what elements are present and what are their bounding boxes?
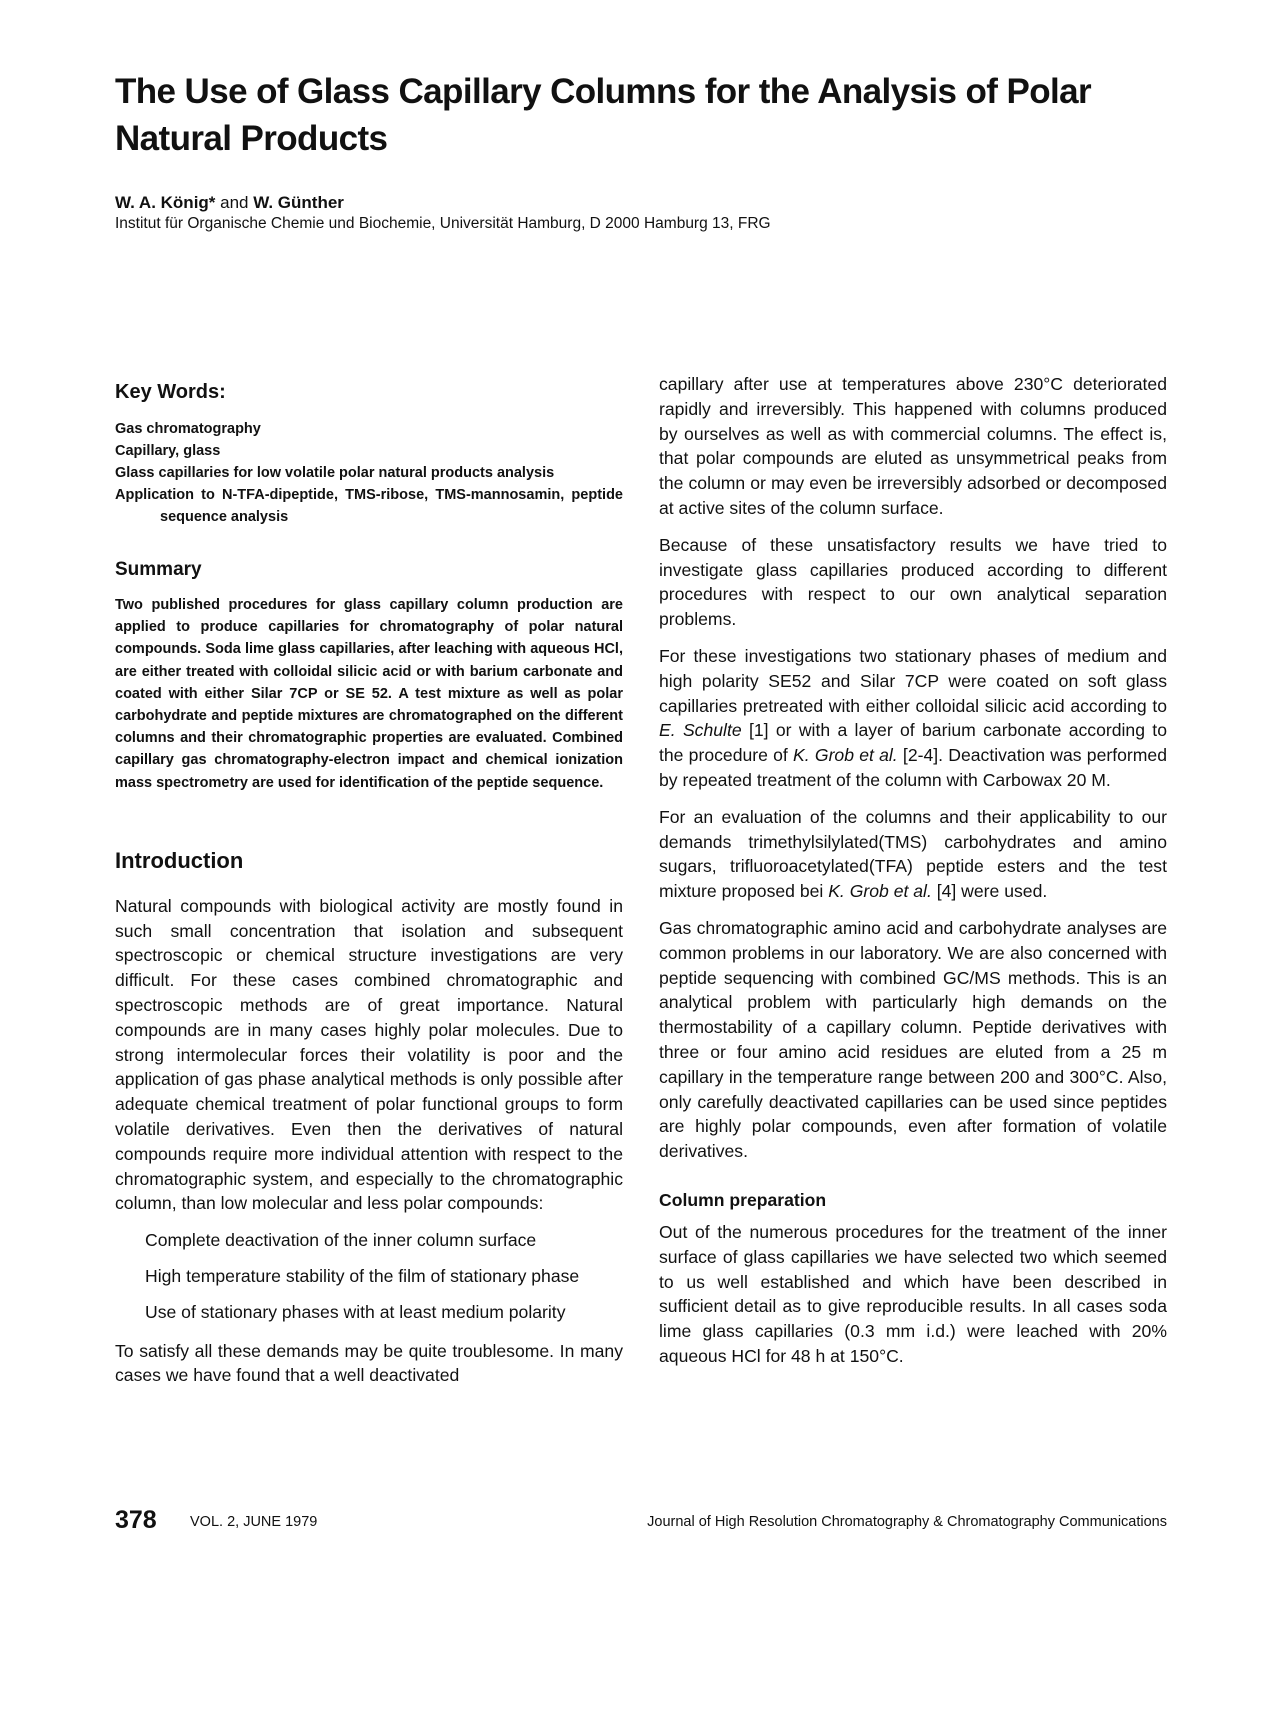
reference-author: E. Schulte — [659, 720, 742, 741]
right-column — [659, 372, 1167, 1381]
right-paragraph-6: Out of the numerous procedures for the treatment of the inner surface of glass capillaries we have selected two which seemed to us well established and which have been described in sufficient detail as to give reproducible results. In all cases soda lime glass capillaries (0.3 mm i.d.) were leached with 20% aqueous HCl for 48 h at 150°C. — [659, 1221, 1167, 1366]
column-preparation-heading: Column preparation — [659, 1189, 827, 1210]
requirement-item: Use of stationary phases with at least medium polarity — [145, 1301, 566, 1322]
keywords-heading: Key Words: — [115, 381, 226, 403]
keywords-list — [115, 418, 623, 528]
author-gunther: W. Günther — [253, 193, 344, 212]
text-run: [1] or with a layer of barium carbonate according to the procedure of — [659, 720, 1167, 766]
requirements-list — [115, 1228, 623, 1324]
right-paragraph-2: Because of these unsatisfactory results we have tried to investigate glass capillaries produced according to different procedures with respect to our own analytical separation problems. — [659, 534, 1167, 630]
page-number: 378 — [115, 1506, 157, 1534]
text-run: [4] were used. — [931, 881, 1048, 902]
keyword-item: Capillary, glass — [115, 443, 221, 459]
volume-info: VOL. 2, JUNE 1979 — [190, 1514, 318, 1530]
paper-title: The Use of Glass Capillary Columns for the Analysis of Polar Natural Products — [115, 72, 1092, 158]
summary-heading: Summary — [115, 559, 202, 580]
right-paragraph-4 — [659, 805, 1167, 904]
author-konig: W. A. König* — [115, 193, 216, 212]
right-paragraph-1: capillary after use at temperatures above 230°C deteriorated rapidly and irreversibly. This happened with columns produced by ourselves as well as with commercial columns. The effect is, that polar compounds are eluted as unsymmetrical peaks from the column or may even be irreversibly adsorbed or decomposed at active sites of the column surface. — [659, 374, 1167, 518]
page-footer — [115, 1506, 1167, 1542]
right-paragraph-3 — [659, 644, 1167, 793]
affiliation: Institut für Organische Chemie und Biochemie, Universität Hamburg, D 2000 Hamburg 13, FRG — [115, 215, 771, 232]
keyword-item: Glass capillaries for low volatile polar natural products analysis — [115, 465, 555, 481]
authors-line — [115, 192, 344, 214]
text-run: For these investigations two stationary phases of medium and high polarity SE52 and Silar 7CP were coated on soft glass capillaries pretreated with either colloidal silicic acid according to — [659, 645, 1167, 716]
keyword-item: Application to N-TFA-dipeptide, TMS-ribose, TMS-mannosamin, peptide sequence analysis — [115, 487, 623, 525]
intro-paragraph-2: To satisfy all these demands may be quite troublesome. In many cases we have found that a well deactivated — [115, 1340, 623, 1386]
introduction-heading: Introduction — [115, 847, 244, 873]
reference-author: K. Grob et al. — [828, 881, 932, 902]
keyword-item: Gas chromatography — [115, 421, 261, 437]
text-run: [2-4]. Deactivation was performed by repeated treatment of the column with Carbowax 20 M. — [659, 745, 1167, 790]
right-paragraph-5: Gas chromatographic amino acid and carbohydrate analyses are common problems in our laboratory. We are also concerned with peptide sequencing with combined GC/MS methods. This is an analytical problem with particularly high demands on the thermostability of a capillary column. Peptide derivatives with three or four amino acid residues are eluted from a 25 m capillary in the temperature range between 200 and 300°C. Also, only carefully deactivated capillaries can be used since peptides are highly polar compounds, even after formation of volatile derivatives. — [659, 917, 1167, 1162]
summary-text: Two published procedures for glass capillary column production are applied to produce capillaries for chromatography of polar natural compounds. Soda lime glass capillaries, after leaching with aqueous HCl, are either treated with colloidal silicic acid or with barium carbonate and coated with either Silar 7CP or SE 52. A test mixture as well as polar carbohydrate and peptide mixtures are chromatographed on the different columns and their chromatographic properties are evaluated. Combined capillary gas chromatography-electron impact and chemical ionization mass spectrometry are used for identification of the peptide sequence. — [115, 597, 623, 791]
requirement-item: High temperature stability of the film of stationary phase — [145, 1265, 580, 1286]
intro-paragraph-1: Natural compounds with biological activity are mostly found in such small concentration that isolation and subsequent spectroscopic or chemical structure investigations are very difficult. For these cases combined chromatographic and spectroscopic methods are of great importance. Natural compounds are in many cases highly polar molecules. Due to strong intermolecular forces their volatility is poor and the application of gas phase analytical methods is only possible after adequate chemical treatment of polar functional groups to form volatile derivatives. Even then the derivatives of natural compounds require more individual attention with respect to the chromatographic system, and especially to the chromatographic column, than low molecular and less polar compounds: — [115, 895, 623, 1214]
left-column — [115, 372, 623, 1400]
author-join: and — [215, 193, 254, 212]
requirement-item: Complete deactivation of the inner column surface — [145, 1230, 537, 1251]
journal-name: Journal of High Resolution Chromatography & Chromatography Communications — [647, 1514, 1167, 1530]
reference-author: K. Grob et al. — [793, 745, 898, 766]
text-run: For an evaluation of the columns and their applicability to our demands trimethylsilylated(TMS) carbohydrates and amino sugars, trifluoroacetylated(TFA) peptide esters and the test mixture proposed bei — [659, 806, 1167, 902]
